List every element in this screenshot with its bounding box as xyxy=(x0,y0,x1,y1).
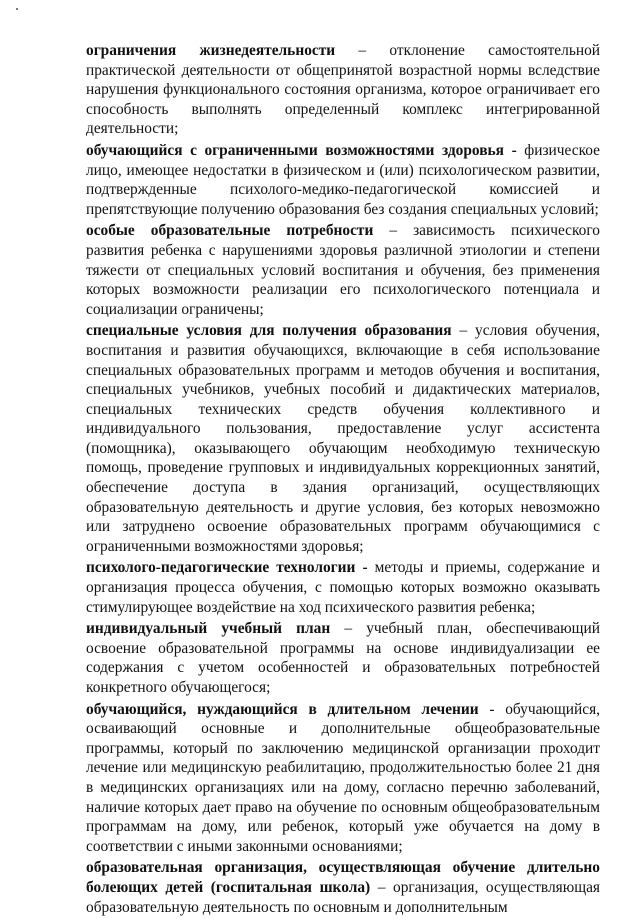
scan-speck xyxy=(16,8,18,10)
definition-body: – зависимость психического развития ребенка с нарушениями здоровья различной этиологии и степени тяжести от специальных условий воспитания и обучения, без применения которых возможности реализации его психологического потенциала и социализации ограничены; xyxy=(86,222,601,318)
definition-term: обучающийся с ограниченными возможностями здоровья - xyxy=(86,141,517,159)
definition-entry xyxy=(86,558,600,617)
definition-entry xyxy=(86,700,600,857)
definition-entry xyxy=(86,221,600,319)
definition-term: обучающийся, нуждающийся в длительном лечении xyxy=(86,700,479,718)
definition-entry xyxy=(86,321,600,556)
definition-entry xyxy=(86,141,600,219)
definition-body: методы и приемы, содержание и организация процесса обучения, с помощью которых возможно оказывать стимулирующее воздействие на ход психического развития ребенка; xyxy=(86,559,600,616)
definitions-text xyxy=(86,41,600,919)
definition-body: – отклонение самостоятельной практической деятельности от общепринятой возрастной нормы вследствие нарушения функционального состояния организма, которое ограничивает его способность выполнять определенный комплекс интегрированной деятельности; xyxy=(86,42,601,138)
definition-term: психолого-педагогические технологии - xyxy=(86,559,368,577)
definition-term: особые образовательные потребности xyxy=(86,222,374,240)
definition-entry xyxy=(86,41,600,139)
definition-body: – условия обучения, воспитания и развития обучающихся, включающие в себя использование специальных образовательных программ и методов обучения и воспитания, специальных учебников, учебных пособий и дидактических материалов, специальных технических средств обучения коллективного и индивидуального пользования, предоставление услуг ассистента (помощника), оказывающего обучающим необходимую техническую помощь, проведение групповых и индивидуальных коррекционных занятий, обеспечение доступа в здания организаций, осуществляющих образовательную деятельность и другие условия, без которых невозможно или затруднено освоение образовательных программ обучающимися с ограниченными возможностями здоровья; xyxy=(86,322,600,555)
definition-term: индивидуальный учебный план xyxy=(86,620,331,638)
definition-entry xyxy=(86,858,600,917)
definition-body: - обучающийся, осваивающий основные и дополнительные общеобразовательные программы, который по заключению медицинской организации проходит лечение или медицинскую реабилитацию, продолжительностью более 21 дня в медицинских организациях или на дому, согласно перечню заболеваний, наличие которых дает право на обучение по основным общеобразовательным программам на дому, или ребенок, который уже обучается на дому в соответствии с иными законными основаниями; xyxy=(86,700,601,855)
definition-body: – учебный план, обеспечивающий освоение образовательной программы на основе индивидуализации ее содержания с учетом особенностей и образовательных потребностей конкретного обучающегося; xyxy=(86,620,600,696)
definition-term: образовательная организация, осуществляющая обучение длительно болеющих детей (госпитальная школа) xyxy=(86,859,600,896)
definition-term: ограничения жизнедеятельности xyxy=(86,42,336,59)
definition-entry xyxy=(86,619,600,697)
definition-body: – организация, осуществляющая образовательную деятельность по основным и дополнительным xyxy=(86,878,600,916)
definition-body: физическое лицо, имеющее недостатки в физическом и (или) психологическом развитии, подтвержденные психолого-медико-педагогической комиссией и препятствующие получению образования без создания специальных условий; xyxy=(86,141,600,218)
definition-term: специальные условия для получения образования xyxy=(86,322,452,340)
